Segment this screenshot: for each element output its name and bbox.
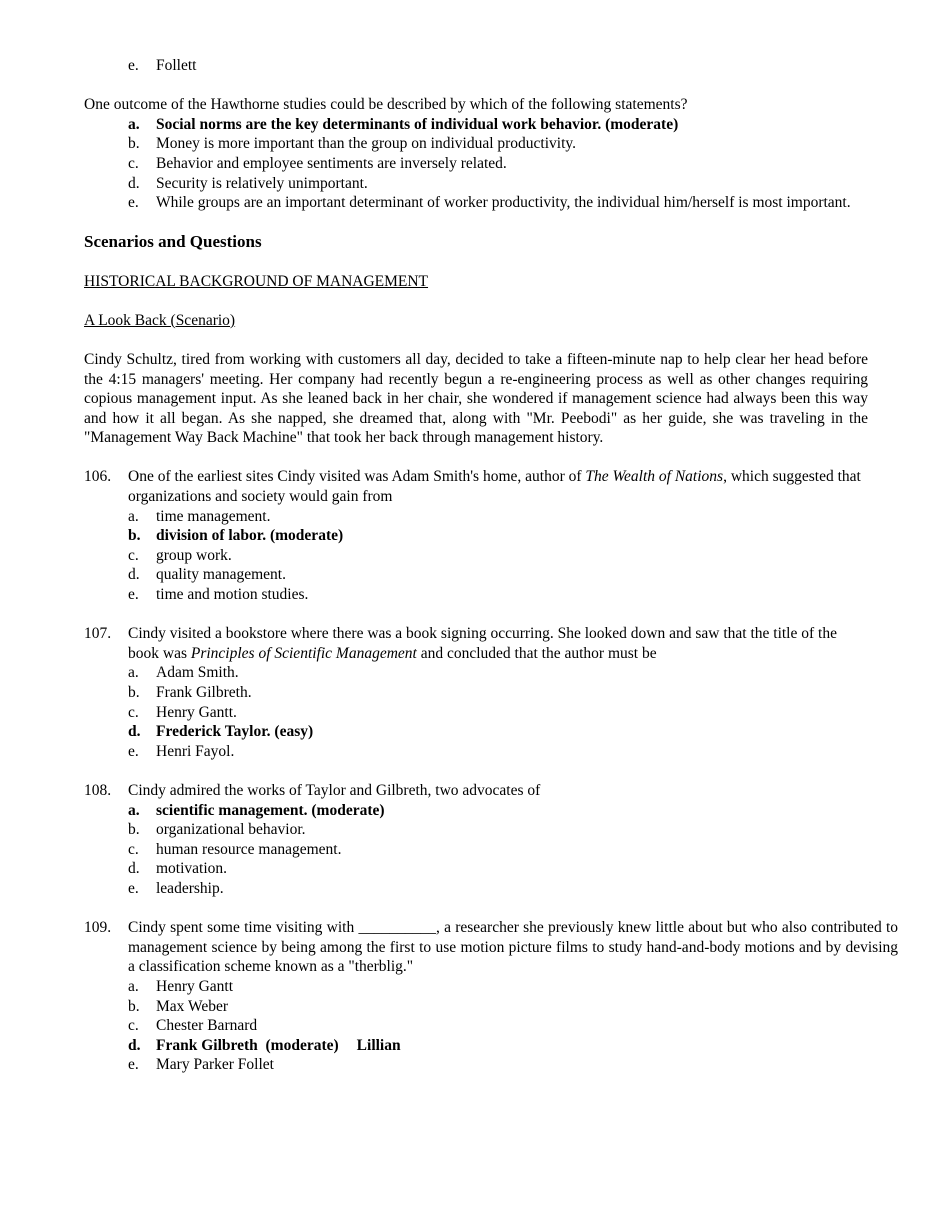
question-stem: Cindy admired the works of Taylor and Gilbreth, two advocates of xyxy=(128,781,541,799)
question-109: 109. Cindy spent some time visiting with __________, a researcher she previously knew little about but who also contributed to management science by being among the first to use motion picture films to study hand-and-body motions and by devising a classification scheme known as a "therblig." xyxy=(84,919,898,976)
option-e: e. While groups are an important determinant of worker productivity, the individual him/herself is most important. xyxy=(128,194,851,212)
scenario-heading: A Look Back (Scenario) xyxy=(84,311,236,329)
question-stem: Cindy spent some time visiting with __________, a researcher she previously knew little about but who also contributed to management science by being among the first to use motion picture films to study hand-and-body motions and by devising a classification scheme known as a "therblig." xyxy=(128,919,898,976)
question-stem: One outcome of the Hawthorne studies could be described by which of the following statements? xyxy=(84,96,688,114)
option-e-prev: e. Follett xyxy=(128,57,197,74)
question-stem: Cindy visited a bookstore where there was a book signing occurring. She looked down and saw that the title of the book was Principles of Scientific Management and concluded that the author must be xyxy=(128,625,837,662)
hawthorne-question xyxy=(84,95,868,213)
option-a: a. time management. xyxy=(128,507,271,525)
subsection-heading: HISTORICAL BACKGROUND OF MANAGEMENT xyxy=(84,272,429,290)
option-c: c. Behavior and employee sentiments are inversely related. xyxy=(128,154,507,172)
question-107: 107. Cindy visited a bookstore where there was a book signing occurring. She looked down and saw that the title of the book was Principles of Scientific Management and concluded that the author must be xyxy=(84,624,868,663)
option-a-answer: a. Social norms are the key determinants of individual work behavior. (moderate) xyxy=(128,115,679,133)
question-108: 108. Cindy admired the works of Taylor and Gilbreth, two advocates of xyxy=(84,781,868,801)
option-e: e. leadership. xyxy=(128,879,224,897)
option-c: c. human resource management. xyxy=(128,840,342,858)
option-b: b. Frank Gilbreth. xyxy=(128,684,252,701)
option-a-answer: a. scientific management. (moderate) xyxy=(128,801,385,819)
option-b: b. Money is more important than the group on individual productivity. xyxy=(128,135,577,153)
section-heading: Scenarios and Questions xyxy=(84,232,262,252)
option-e: e. time and motion studies. xyxy=(128,586,309,604)
option-a: a. Henry Gantt xyxy=(128,977,234,995)
option-c: c. Henry Gantt. xyxy=(128,703,237,721)
question-106: 106. One of the earliest sites Cindy visited was Adam Smith's home, author of The Wealth of Nations, which suggested that organizations and society would gain from xyxy=(84,467,868,506)
option-b-answer: b. division of labor. (moderate) xyxy=(128,527,344,545)
option-c: c. group work. xyxy=(128,546,232,564)
option-a: a. Adam Smith. xyxy=(128,664,239,682)
option-b: b. organizational behavior. xyxy=(128,821,306,839)
document-page xyxy=(84,56,898,1075)
option-c: c. Chester Barnard xyxy=(128,1017,258,1035)
option-d-answer: d. Frank Gilbreth (moderate) Lillian xyxy=(128,1036,401,1054)
option-d-answer: d. Frederick Taylor. (easy) xyxy=(128,723,314,741)
question-stem: One of the earliest sites Cindy visited was Adam Smith's home, author of The Wealth of Nations, which suggested that organizations and society would gain from xyxy=(128,468,861,506)
answer-extra: Lillian xyxy=(356,1036,401,1054)
option-d: d. quality management. xyxy=(128,566,286,584)
option-e: e. Mary Parker Follet xyxy=(128,1056,274,1074)
scenario-paragraph: Cindy Schultz, tired from working with customers all day, decided to take a fifteen-minute nap to help clear her head before the 4:15 managers' meeting. Her company had recently begun a re-engineering process as well as other changes requiring copious management input. As she leaned back in her chair, she wondered if management science had always been this way and how it all began. As she napped, she dreamed that, along with "Mr. Peebodi" as her guide, she was traveling in the "Management Way Back Machine" that took her back through management history. xyxy=(84,350,868,447)
option-e: e. Henri Fayol. xyxy=(128,742,235,760)
option-b: b. Max Weber xyxy=(128,997,229,1015)
option-d: d. Security is relatively unimportant. xyxy=(128,174,368,192)
option-d: d. motivation. xyxy=(128,860,228,878)
